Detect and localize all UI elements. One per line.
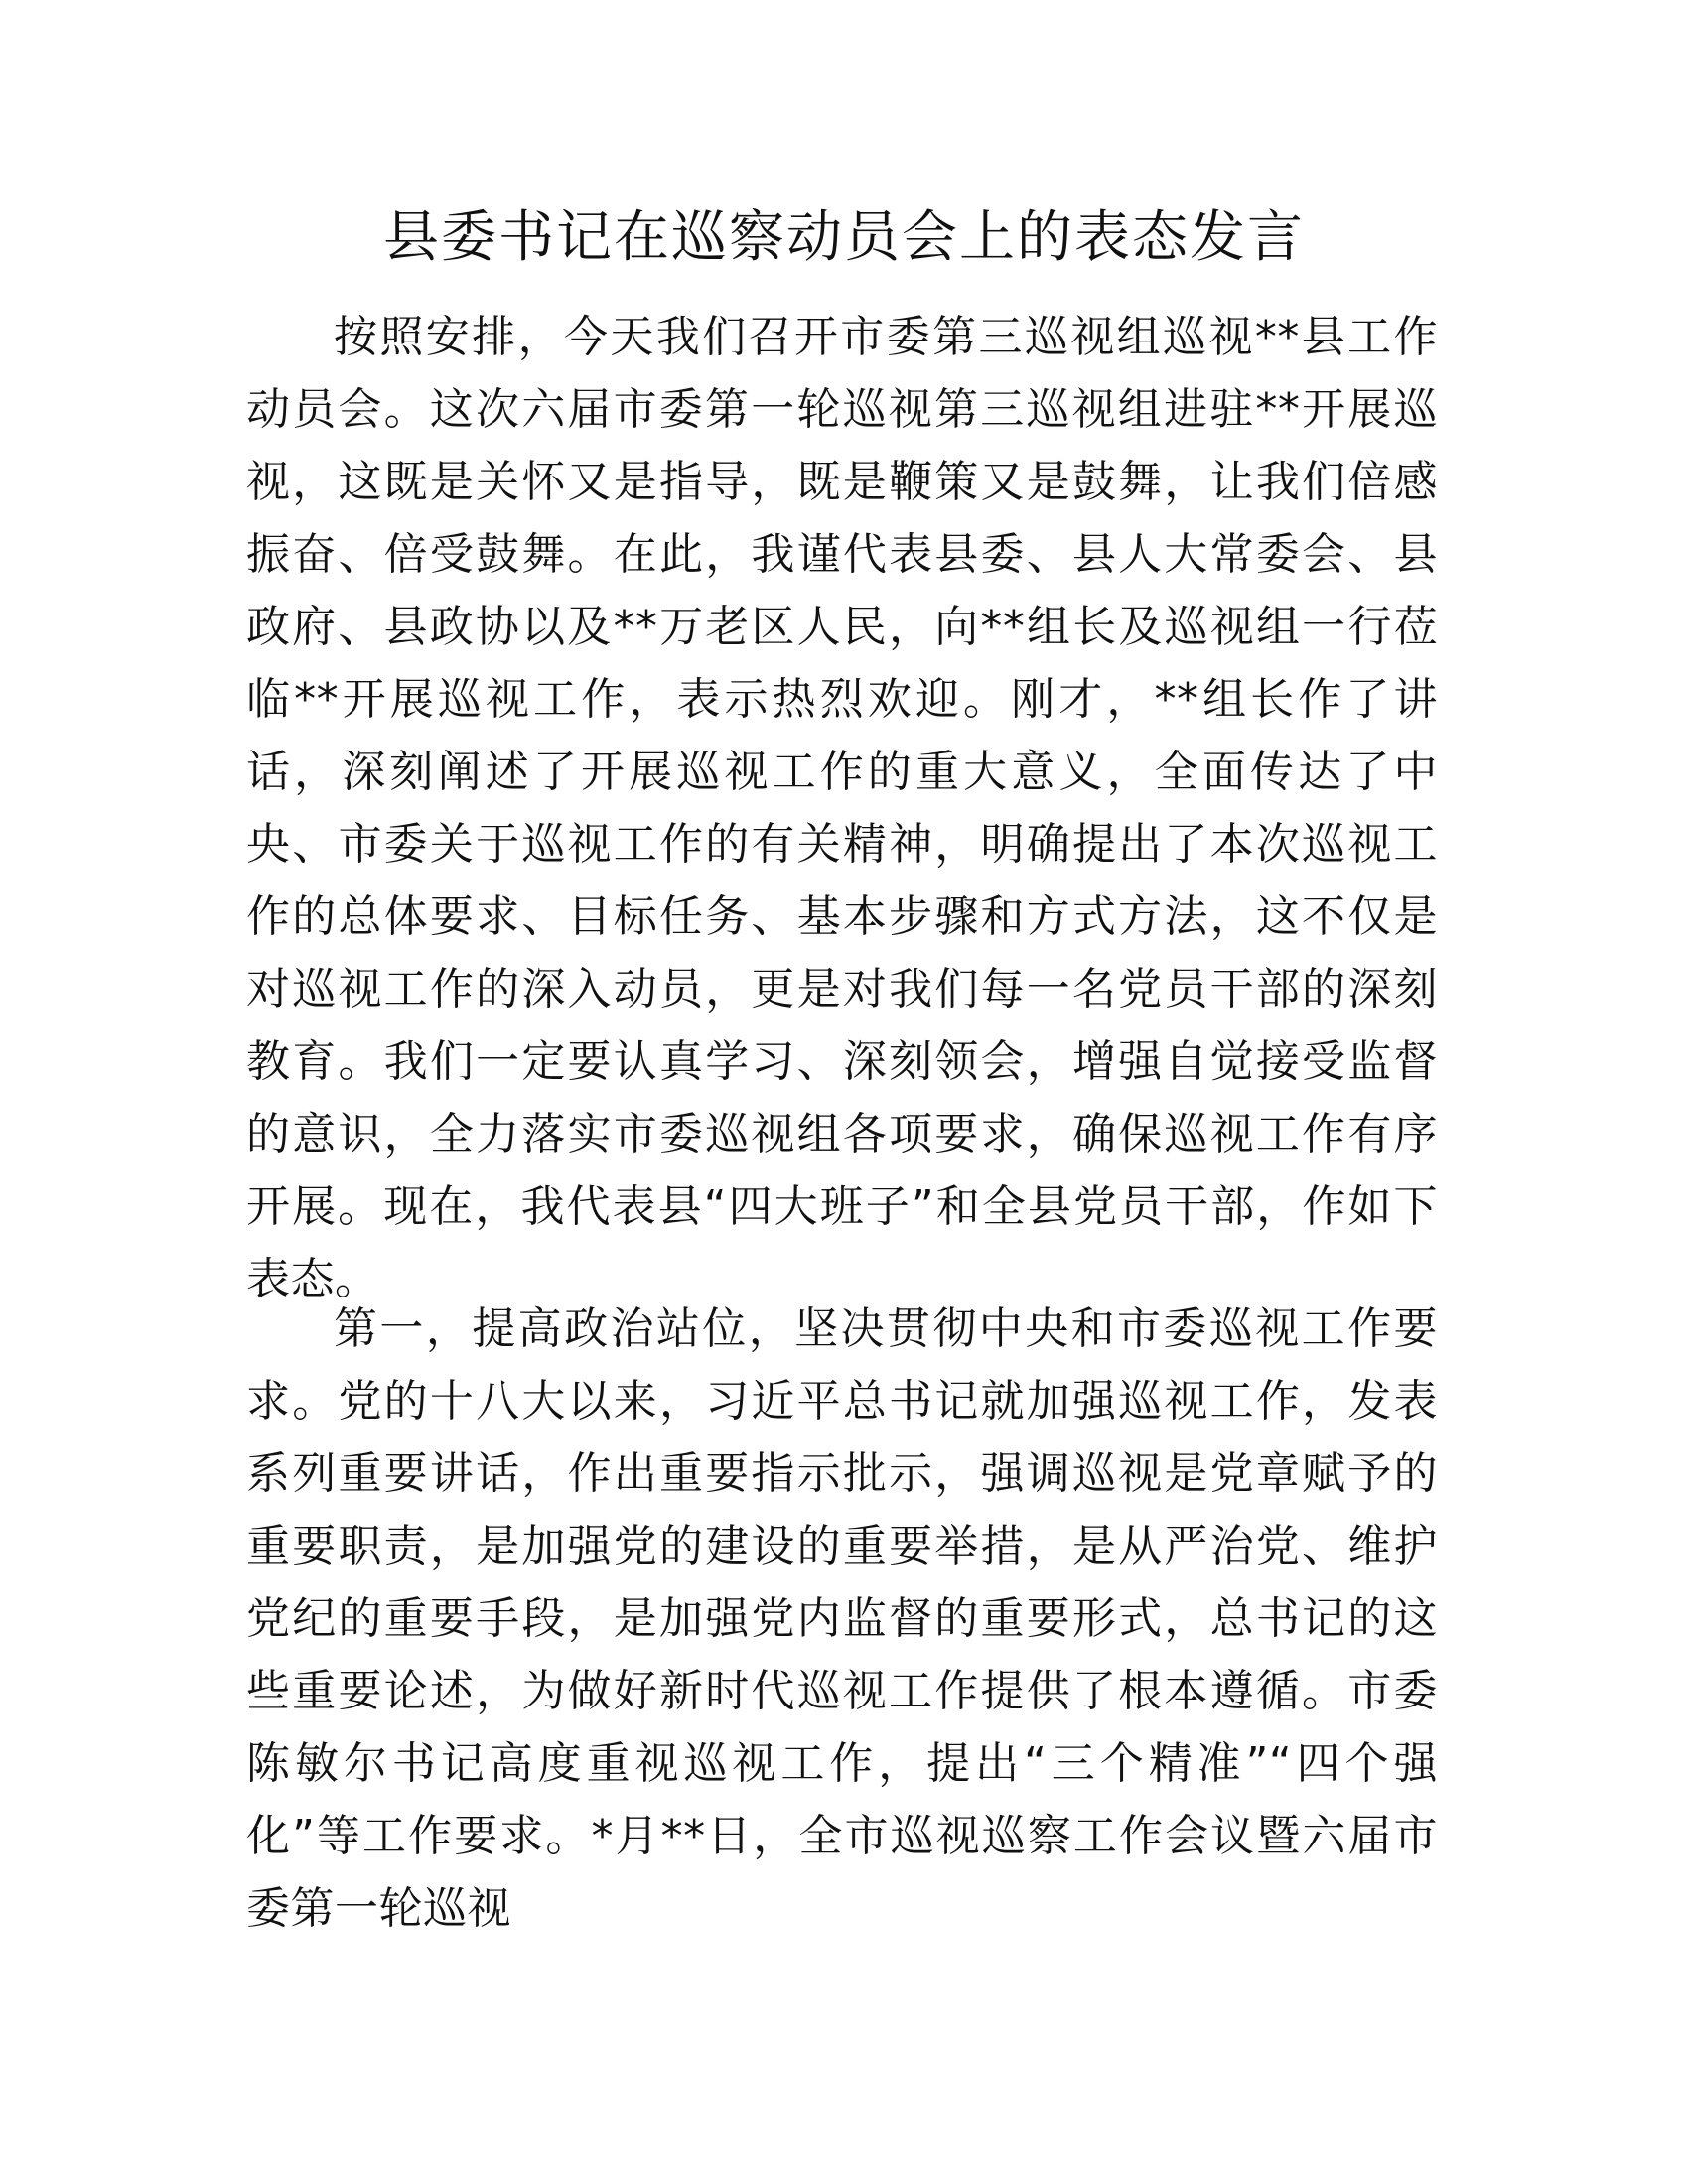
body-paragraph-block-2 (246, 1293, 1438, 1945)
document-title: 县委书记在巡察动员会上的表态发言 (383, 205, 1305, 270)
paragraph-1: 按照安排，今天我们召开市委第三巡视组巡视**县工作动员会。这次六届市委第一轮巡视第三巡视组进驻**开展巡视，这既是关怀又是指导，既是鞭策又是鼓舞，让我们倍感振奋、倍受鼓舞。在此，我谨代表县委、县人大常委会、县政府、县政协以及**万老区人民，向**组长及巡视组一行莅临**开展巡视工作，表示热烈欢迎。刚才，**组长作了讲话，深刻阐述了开展巡视工作的重大意义，全面传达了中央、市委关于巡视工作的有关精神，明确提出了本次巡视工作的总体要求、目标任务、基本步骤和方式方法，这不仅是对巡视工作的深入动员，更是对我们每一名党员干部的深刻教育。我们一定要认真学习、深刻领会，增强自觉接受监督的意识，全力落实市委巡视组各项要求，确保巡视工作有序开展。现在，我代表县“四大班子”和全县党员干部，作如下表态。 (246, 312, 1438, 1304)
paragraph-2: 第一，提高政治站位，坚决贯彻中央和市委巡视工作要求。党的十八大以来，习近平总书记就加强巡视工作，发表系列重要讲话，作出重要指示批示，强调巡视是党章赋予的重要职责，是加强党的建设的重要举措，是从严治党、维护党纪的重要手段，是加强党内监督的重要形式，总书记的这些重要论述，为做好新时代巡视工作提供了根本遵循。市委陈敏尔书记高度重视巡视工作，提出“三个精准”“四个强化”等工作要求。*月**日，全市巡视巡察工作会议暨六届市委第一轮巡视 (246, 1303, 1438, 1934)
body-paragraph-block-1 (246, 301, 1438, 1315)
